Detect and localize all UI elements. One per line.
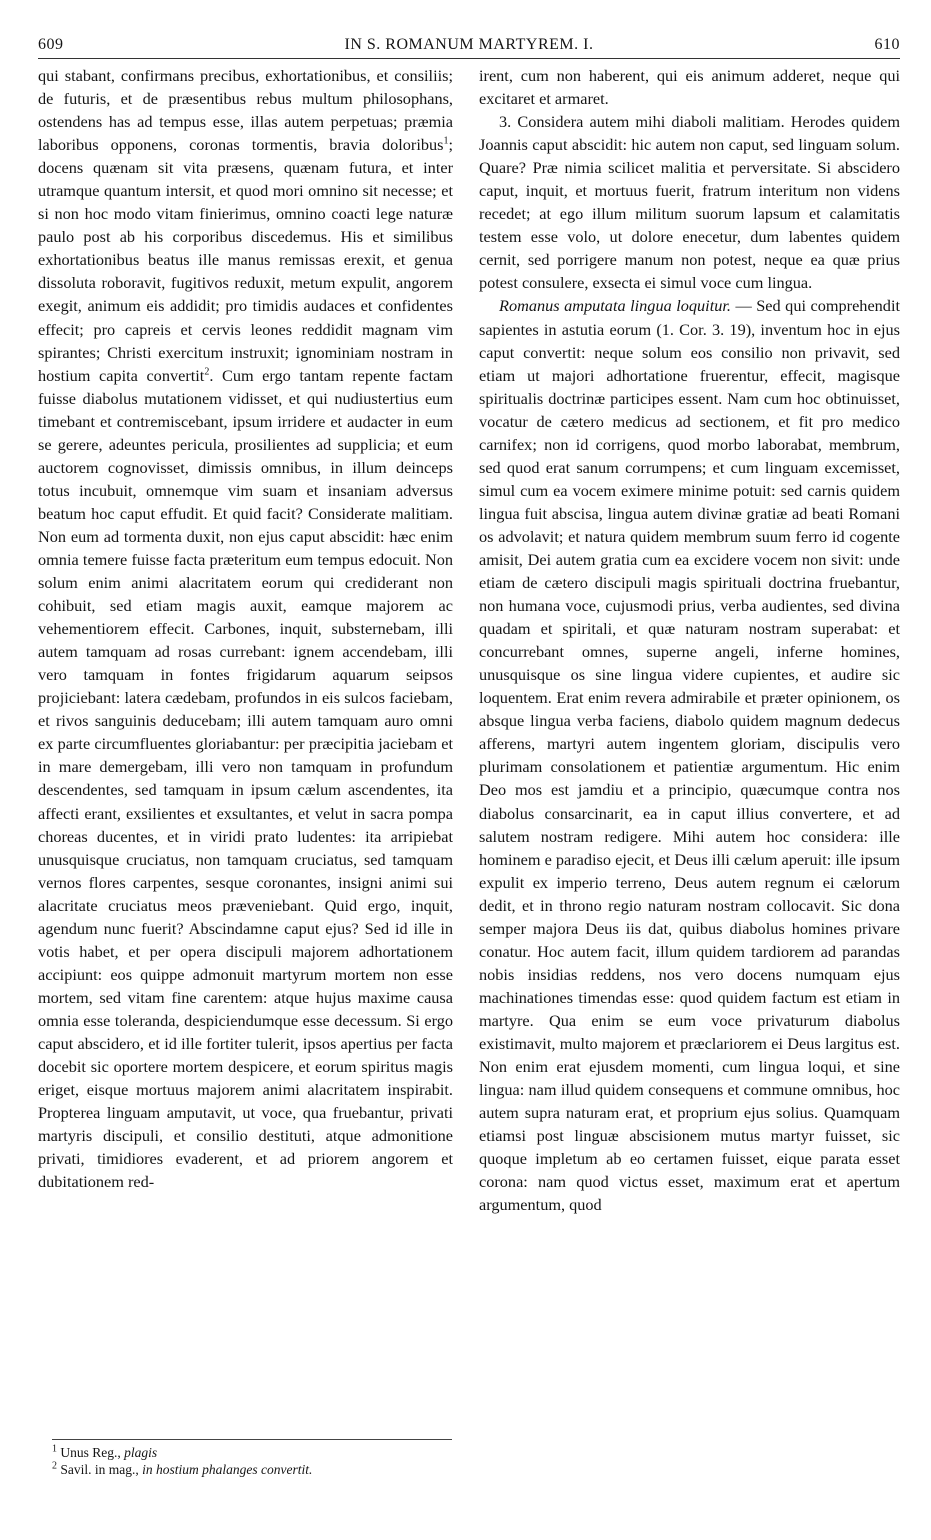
right-column	[479, 64, 900, 1216]
running-head	[38, 36, 900, 58]
left-text-part-2: ; docens quænam sit vita præsens, quænam futura, et inter utramque quantum intersit, et quod mori omnino sit necesse; et si non hoc modo vitam finierimus, omnino coacti lege naturæ paulo post ab his corporibus discedemus. His et similibus exhortationibus beatus ille manus remissas erexit, et genua dissoluta roboravit, fugitivos reduxit, metum expulit, angorem exegit, animum eis addidit; pro timidis audaces et confidentes effecit; pro capreis et cervis leones reddidit magnam vim spirantes; Christi exercitum instruxit; ignominiam nostram in hostium capita convertit	[38, 135, 453, 385]
footnote-1-mark: 1	[52, 1443, 57, 1455]
footnote-ref-1: 1	[443, 135, 449, 147]
right-paragraph-1: irent, cum non haberent, qui eis animum adderet, neque qui excitaret et armaret.	[479, 66, 900, 109]
page-number-left: 609	[38, 36, 64, 53]
footnote-1-italic: plagis	[124, 1445, 158, 1460]
page-number-right: 610	[874, 36, 900, 53]
running-title: IN S. ROMANUM MARTYREM. I.	[344, 36, 594, 53]
left-paragraph	[38, 64, 453, 1193]
right-paragraph-3-text: — Sed qui comprehendit sapientes in astutia eorum (1. Cor. 3. 19), inventum hoc in ejus caput convertit: neque solum eos consilio non privavit, sed etiam ut majori adhortatione fruerentur, effecit, magisque spiritualis doctrinæ participes essent. Nam cum hoc obtinuisset, vocatur de cætero medicus ad sectionem, et fit pro medico carnifex; non id corrigens, quod morbo laborabat, membrum, sed quod erat sanum corrumpens; et cum linguam excemisset, simul cum ea vocem eximere minime potuit: sed carnis quidem lingua fuit abscisa, lingua autem divinæ gratiæ ad beati Romani os advolavit; et natura quidem membrum suum ferro id cogente amisit, Dei autem gratia cum ea excidere vocem non sivit: unde etiam de cætero discipuli magis spirituali doctrina fruebantur, non humana voce, cujusmodi prius, verba audientes, sed divina quadam et spiritali, et quæ naturam nostram superabat: et concurrebant omnes, superne angeli, inferne homines, unusquisque os sine lingua videre cupientes, et audire sic loquentem. Erat enim revera admirabile et præter opinionem, os absque lingua verba faciens, diabolo quidem magnum dedecus afferens, martyri autem ingentem gloriam, discipulis vero plurimam consolationem et patientiæ argumentum. Hic enim Deo mos est jamdiu et a principio, quæcumque contra nos diabolus consarcinarit, ea in caput illius convertere, et ad salutem nostram redigere. Mihi autem hoc considera: ille hominem e paradiso ejecit, et Deus illi cælum aperuit: ille ipsum expulit ex imperio terreno, Deus autem regnum ei cælorum dedit, et in throno regio naturam nostram collocavit. Sic dona semper majora Deus iis dat, quibus diabolus homines privare conatur. Hoc autem facit, illum quidem tardiorem ad parandas nobis insidias reddens, nos vero docens numquam ejus machinationes timendas esse: quod quidem factum est etiam in martyre. Qua enim se eum voce privaturum diabolus existimavit, multo majorem et præclariorem ei Deus largitus est. Non enim erat ejusdem momenti, cum lingua loqui, et sine lingua: nam illud quidem consequens et commune omnibus, hoc autem supra naturam erat, et proprium ejus solius. Quamquam etiamsi post linguæ abscisionem mutus martyr fuisset, sic quoque impletum ab eo certamen fuisset, eique parata esset corona: nam quod victus esset, maximum erat et apertum argumentum, quod	[479, 296, 900, 1215]
section-subheading: Romanus amputata lingua loquitur.	[499, 296, 731, 316]
left-column	[38, 64, 453, 1193]
footnote-2-italic: in hostium phalanges convertit.	[142, 1462, 313, 1477]
footnote-1	[52, 1444, 452, 1461]
footnote-2-mark: 2	[52, 1460, 57, 1472]
footnote-ref-2: 2	[204, 366, 210, 378]
left-text-part-3: . Cum ergo tantam repente factam fuisse diabolus mutationem vidisset, et qui nudiustertius eum timebant et contremiscebant, ipsum irridere et audacter in eum se gerere, adeuntes pericula, prosilientes ad supplicia; et eum auctorem cognovisset, dimissis omnibus, in illum deinceps totus incubuit, omnemque vim suam et insaniam adversus beatum hoc caput effudit. Et quid facit? Considerate malitiam. Non eum ad tormenta duxit, non ejus caput abscidit: hæc enim omnia temere fuisse facta præteritum eum tempus edocuit. Non solum enim animi alacritatem eorum qui crediderant non cohibuit, sed etiam magis auxit, eamque majorem ac vehementiorem effecit. Carbones, inquit, substernebam, illi autem tamquam ad rosas currebant: ignem accendebam, illi vero tamquam in fontes frigidarum aquarum seipsos projiciebant: latera cædebam, profundos in eis sulcos faciebam, et rivos sanguinis deducebam; illi autem tamquam auro omni ex parte circumfluentes gloriabantur: per præcipitia jaciebam et in mare demergebam, illi vero non tamquam in profundum descendentes, sed tamquam in ipsum cælum ascendentes, ita affecti erant, exsilientes et exsultantes, et velut in sacra pompa choreas ducentes, et in viridi prato ludentes: ita arripiebat unusquisque cruciatus, non tamquam cruciatus, sed tamquam vernos flores carpentes, sesque coronantes, insigni animi sui alacritate cruciatus meos præveniebant. Quid ergo, inquit, agendum nunc fuerit? Abscindamne caput ejus? Sed id ille in votis habet, et per opera discipuli majorem adhortationem accipiunt: eos quippe admonuit martyrum mortem non esse mortem, sed vitam fine carentem: atque hujus maxime causa omnia esse toleranda, despiciendumque esse decessum. Si ergo caput abscidero, et id ille fortiter tulerit, ipsos apertius per facta docebit sic oportere mortem despicere, et eorum spiritus magis eriget, eisque mortuus majorem animi alacritatem inspirabit. Propterea linguam amputavit, ut voce, qua fruebantur, privati martyris discipuli, et consilio destituti, atque admonitione privati, timidiores evaderent, et ad priorem angorem et dubitationem red-	[38, 365, 453, 1192]
right-paragraph-3	[479, 294, 900, 1216]
right-paragraph-2: 3. Considera autem mihi diaboli malitiam. Herodes quidem Joannis caput abscidit: hic autem non caput, sed linguam solum. Quare? Præ nimia scilicet malitia et perversitate. Si abscidero caput, inquit, et mortuus fuerit, fratrum interitum non videns recedet; at ego illum militum suorum lapsum et calamitatis testem esse volo, ut dolore enecetur, dum labentes quidem cernit, sed porrigere manum non potest, neque ea quæ prius potest consulere, exsecta ei simul voce cum lingua.	[479, 112, 900, 293]
header-rule	[38, 58, 900, 59]
footnote-2-text: Savil. in mag.,	[60, 1462, 143, 1477]
left-text-part-1: qui stabant, confirmans precibus, exhortationibus, et consiliis; de futuris, et de præsentibus rebus multum philosophans, ostendens has ad tempus esse, illas autem perpetuas; præmia laboribus opponens, coronas tormentis, bravia doloribus	[38, 66, 453, 155]
footnote-1-text: Unus Reg.,	[60, 1445, 125, 1460]
footnote-2	[52, 1461, 452, 1478]
footnotes	[52, 1439, 452, 1478]
